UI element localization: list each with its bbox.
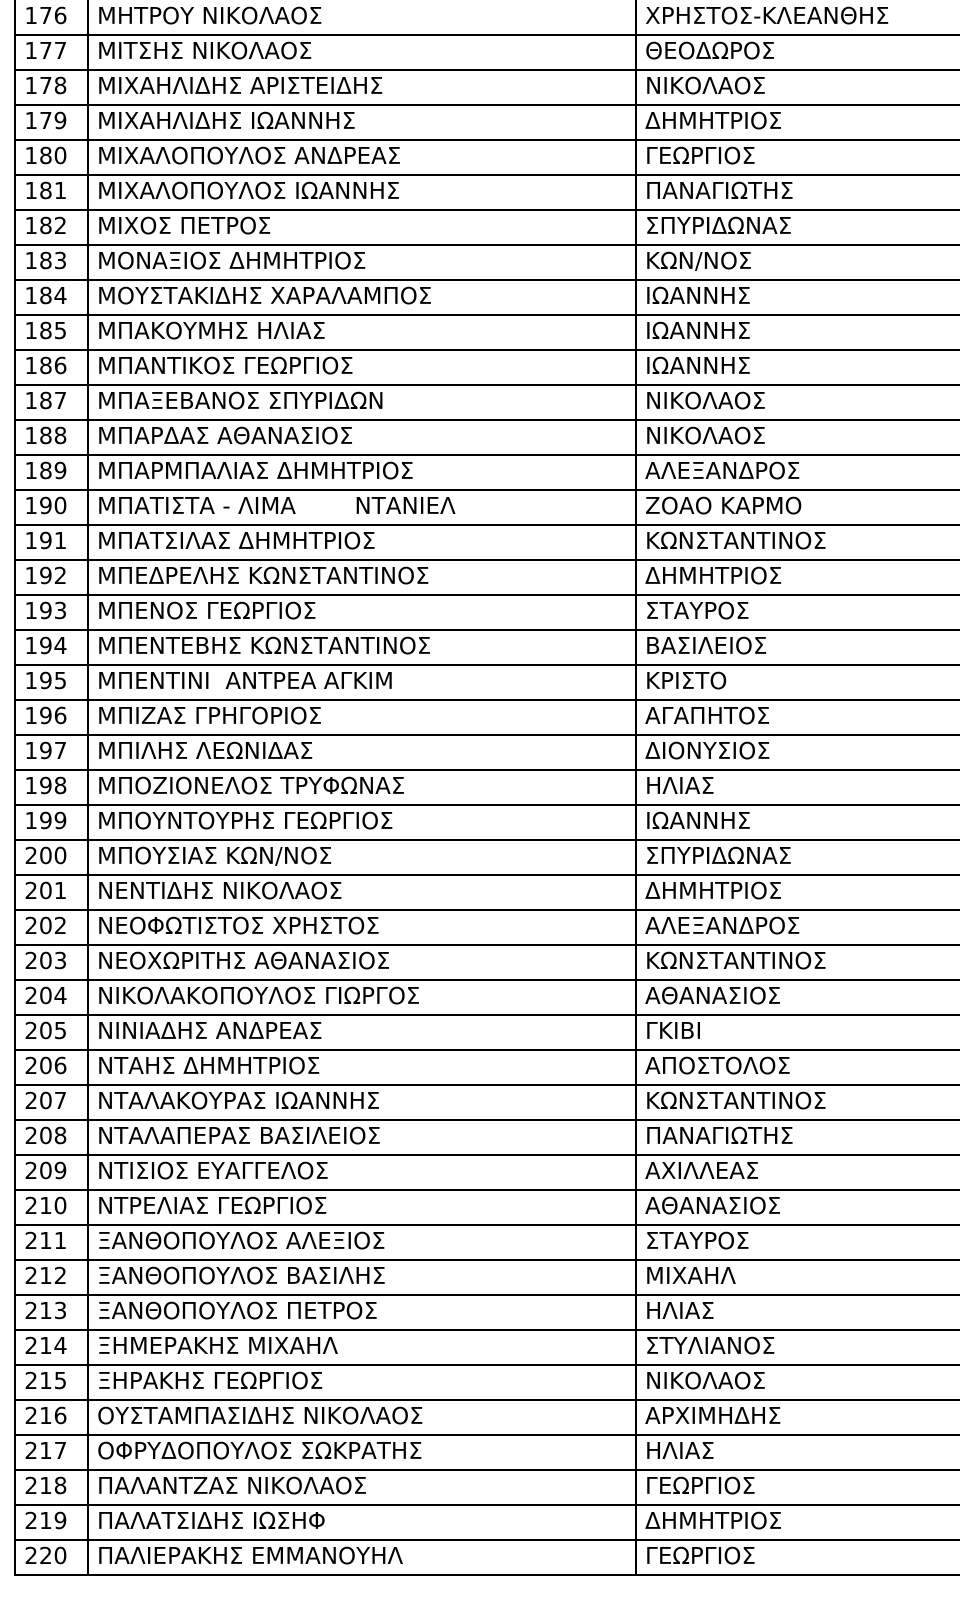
table-row [15,1295,960,1330]
father-name: ΑΠΟΣΤΟΛΟΣ [636,1050,960,1085]
full-name: ΝΤΡΕΛΙΑΣ ΓΕΩΡΓΙΟΣ [88,1190,636,1225]
father-name: ΖΟΑΟ ΚΑΡΜΟ [636,490,960,525]
full-name: ΞΗΡΑΚΗΣ ΓΕΩΡΓΙΟΣ [88,1365,636,1400]
father-name: ΘΕΟΔΩΡΟΣ [636,35,960,70]
father-name: ΧΡΗΣΤΟΣ-ΚΛΕΑΝΘΗΣ [636,0,960,35]
row-number: 220 [15,1540,88,1575]
row-number: 177 [15,35,88,70]
father-name: ΔΗΜΗΤΡΙΟΣ [636,560,960,595]
father-name: ΙΩΑΝΝΗΣ [636,280,960,315]
full-name: ΜΠΕΝΤΕΒΗΣ ΚΩΝΣΤΑΝΤΙΝΟΣ [88,630,636,665]
father-name: ΗΛΙΑΣ [636,1435,960,1470]
table-row [15,1155,960,1190]
table-body [15,0,960,1575]
full-name: ΞΑΝΘΟΠΟΥΛΟΣ ΠΕΤΡΟΣ [88,1295,636,1330]
row-number: 191 [15,525,88,560]
row-number: 192 [15,560,88,595]
row-number: 207 [15,1085,88,1120]
father-name: ΑΓΑΠΗΤΟΣ [636,700,960,735]
row-number: 190 [15,490,88,525]
full-name: ΜΙΧΟΣ ΠΕΤΡΟΣ [88,210,636,245]
table-row [15,525,960,560]
table-row [15,665,960,700]
table-row [15,210,960,245]
row-number: 179 [15,105,88,140]
row-number: 214 [15,1330,88,1365]
row-number: 195 [15,665,88,700]
row-number: 208 [15,1120,88,1155]
full-name: ΜΟΝΑΞΙΟΣ ΔΗΜΗΤΡΙΟΣ [88,245,636,280]
father-name: ΔΙΟΝΥΣΙΟΣ [636,735,960,770]
full-name: ΜΠΑΡΜΠΑΛΙΑΣ ΔΗΜΗΤΡΙΟΣ [88,455,636,490]
row-number: 184 [15,280,88,315]
row-number: 180 [15,140,88,175]
full-name: ΜΠΕΔΡΕΛΗΣ ΚΩΝΣΤΑΝΤΙΝΟΣ [88,560,636,595]
row-number: 212 [15,1260,88,1295]
full-name: ΜΠΑΤΙΣΤΑ - ΛΙΜΑ ΝΤΑΝΙΕΛ [88,490,636,525]
table-row [15,385,960,420]
full-name: ΞΑΝΘΟΠΟΥΛΟΣ ΒΑΣΙΛΗΣ [88,1260,636,1295]
full-name: ΜΙΧΑΛΟΠΟΥΛΟΣ ΑΝΔΡΕΑΣ [88,140,636,175]
father-name: ΝΙΚΟΛΑΟΣ [636,1365,960,1400]
row-number: 178 [15,70,88,105]
table-row [15,630,960,665]
father-name: ΒΑΣΙΛΕΙΟΣ [636,630,960,665]
full-name: ΞΑΝΘΟΠΟΥΛΟΣ ΑΛΕΞΙΟΣ [88,1225,636,1260]
father-name: ΓΕΩΡΓΙΟΣ [636,140,960,175]
father-name: ΙΩΑΝΝΗΣ [636,350,960,385]
full-name: ΜΠΑΝΤΙΚΟΣ ΓΕΩΡΓΙΟΣ [88,350,636,385]
father-name: ΝΙΚΟΛΑΟΣ [636,420,960,455]
table-row [15,1505,960,1540]
table-row [15,1225,960,1260]
row-number: 211 [15,1225,88,1260]
table-row [15,1540,960,1575]
full-name: ΜΙΤΣΗΣ ΝΙΚΟΛΑΟΣ [88,35,636,70]
table-row [15,350,960,385]
full-name: ΜΟΥΣΤΑΚΙΔΗΣ ΧΑΡΑΛΑΜΠΟΣ [88,280,636,315]
row-number: 194 [15,630,88,665]
row-number: 210 [15,1190,88,1225]
table-row [15,1085,960,1120]
table-row [15,420,960,455]
table-row [15,805,960,840]
father-name: ΚΩΝΣΤΑΝΤΙΝΟΣ [636,525,960,560]
row-number: 182 [15,210,88,245]
row-number: 197 [15,735,88,770]
full-name: ΝΕΝΤΙΔΗΣ ΝΙΚΟΛΑΟΣ [88,875,636,910]
full-name: ΜΠΑΡΔΑΣ ΑΘΑΝΑΣΙΟΣ [88,420,636,455]
row-number: 217 [15,1435,88,1470]
table-row [15,1435,960,1470]
row-number: 216 [15,1400,88,1435]
full-name: ΜΠΑΞΕΒΑΝΟΣ ΣΠΥΡΙΔΩΝ [88,385,636,420]
full-name: ΜΙΧΑΗΛΙΔΗΣ ΑΡΙΣΤΕΙΔΗΣ [88,70,636,105]
table-row [15,280,960,315]
table-row [15,315,960,350]
row-number: 188 [15,420,88,455]
father-name: ΑΛΕΞΑΝΔΡΟΣ [636,910,960,945]
row-number: 215 [15,1365,88,1400]
table-row [15,0,960,35]
row-number: 187 [15,385,88,420]
table-row [15,245,960,280]
table-row [15,735,960,770]
father-name: ΑΧΙΛΛΕΑΣ [636,1155,960,1190]
table-row [15,980,960,1015]
row-number: 200 [15,840,88,875]
father-name: ΣΠΥΡΙΔΩΝΑΣ [636,210,960,245]
table-row [15,1400,960,1435]
father-name: ΣΤΑΥΡΟΣ [636,1225,960,1260]
table-row [15,1260,960,1295]
father-name: ΝΙΚΟΛΑΟΣ [636,385,960,420]
father-name: ΣΤΥΛΙΑΝΟΣ [636,1330,960,1365]
father-name: ΔΗΜΗΤΡΙΟΣ [636,875,960,910]
father-name: ΚΩΝ/ΝΟΣ [636,245,960,280]
father-name: ΔΗΜΗΤΡΙΟΣ [636,1505,960,1540]
table-row [15,175,960,210]
row-number: 201 [15,875,88,910]
table-row [15,1015,960,1050]
full-name: ΝΤΑΛΑΠΕΡΑΣ ΒΑΣΙΛΕΙΟΣ [88,1120,636,1155]
full-name: ΠΑΛΑΝΤΖΑΣ ΝΙΚΟΛΑΟΣ [88,1470,636,1505]
full-name: ΝΙΝΙΑΔΗΣ ΑΝΔΡΕΑΣ [88,1015,636,1050]
father-name: ΚΩΝΣΤΑΝΤΙΝΟΣ [636,945,960,980]
table-row [15,875,960,910]
row-number: 181 [15,175,88,210]
row-number: 186 [15,350,88,385]
father-name: ΑΡΧΙΜΗΔΗΣ [636,1400,960,1435]
table-row [15,700,960,735]
full-name: ΝΤΑΛΑΚΟΥΡΑΣ ΙΩΑΝΝΗΣ [88,1085,636,1120]
row-number: 205 [15,1015,88,1050]
table-row [15,1190,960,1225]
row-number: 199 [15,805,88,840]
row-number: 218 [15,1470,88,1505]
father-name: ΠΑΝΑΓΙΩΤΗΣ [636,175,960,210]
father-name: ΚΡΙΣΤΟ [636,665,960,700]
row-number: 196 [15,700,88,735]
table-row [15,1365,960,1400]
father-name: ΣΤΑΥΡΟΣ [636,595,960,630]
table-row [15,455,960,490]
father-name: ΓΚΙΒΙ [636,1015,960,1050]
row-number: 213 [15,1295,88,1330]
father-name: ΑΘΑΝΑΣΙΟΣ [636,980,960,1015]
table-row [15,35,960,70]
full-name: ΜΠΑΤΣΙΛΑΣ ΔΗΜΗΤΡΙΟΣ [88,525,636,560]
table-row [15,490,960,525]
full-name: ΜΠΙΖΑΣ ΓΡΗΓΟΡΙΟΣ [88,700,636,735]
full-name: ΟΥΣΤΑΜΠΑΣΙΔΗΣ ΝΙΚΟΛΑΟΣ [88,1400,636,1435]
table-row [15,105,960,140]
table-row [15,70,960,105]
row-number: 209 [15,1155,88,1190]
full-name: ΜΙΧΑΗΛΙΔΗΣ ΙΩΑΝΝΗΣ [88,105,636,140]
full-name: ΝΤΙΣΙΟΣ ΕΥΑΓΓΕΛΟΣ [88,1155,636,1190]
father-name: ΣΠΥΡΙΔΩΝΑΣ [636,840,960,875]
row-number: 185 [15,315,88,350]
full-name: ΠΑΛΑΤΣΙΔΗΣ ΙΩΣΗΦ [88,1505,636,1540]
table-row [15,1120,960,1155]
father-name: ΑΘΑΝΑΣΙΟΣ [636,1190,960,1225]
father-name: ΜΙΧΑΗΛ [636,1260,960,1295]
row-number: 193 [15,595,88,630]
full-name: ΜΗΤΡΟΥ ΝΙΚΟΛΑΟΣ [88,0,636,35]
table-row [15,560,960,595]
table-row [15,140,960,175]
full-name: ΠΑΛΙΕΡΑΚΗΣ ΕΜΜΑΝΟΥΗΛ [88,1540,636,1575]
father-name: ΓΕΩΡΓΙΟΣ [636,1540,960,1575]
father-name: ΔΗΜΗΤΡΙΟΣ [636,105,960,140]
names-table [14,0,960,1576]
table-row [15,1330,960,1365]
full-name: ΜΠΕΝΤΙΝΙ ΑΝΤΡΕΑ ΑΓΚΙΜ [88,665,636,700]
full-name: ΝΙΚΟΛΑΚΟΠΟΥΛΟΣ ΓΙΩΡΓΟΣ [88,980,636,1015]
full-name: ΜΠΑΚΟΥΜΗΣ ΗΛΙΑΣ [88,315,636,350]
full-name: ΜΠΟΖΙΟΝΕΛΟΣ ΤΡΥΦΩΝΑΣ [88,770,636,805]
row-number: 189 [15,455,88,490]
table-row [15,910,960,945]
father-name: ΑΛΕΞΑΝΔΡΟΣ [636,455,960,490]
table-row [15,945,960,980]
father-name: ΙΩΑΝΝΗΣ [636,315,960,350]
full-name: ΝΤΑΗΣ ΔΗΜΗΤΡΙΟΣ [88,1050,636,1085]
full-name: ΝΕΟΧΩΡΙΤΗΣ ΑΘΑΝΑΣΙΟΣ [88,945,636,980]
full-name: ΜΠΟΥΝΤΟΥΡΗΣ ΓΕΩΡΓΙΟΣ [88,805,636,840]
father-name: ΓΕΩΡΓΙΟΣ [636,1470,960,1505]
full-name: ΞΗΜΕΡΑΚΗΣ ΜΙΧΑΗΛ [88,1330,636,1365]
father-name: ΝΙΚΟΛΑΟΣ [636,70,960,105]
table-row [15,595,960,630]
full-name: ΜΠΕΝΟΣ ΓΕΩΡΓΙΟΣ [88,595,636,630]
father-name: ΗΛΙΑΣ [636,770,960,805]
full-name: ΜΠΙΛΗΣ ΛΕΩΝΙΔΑΣ [88,735,636,770]
full-name: ΜΙΧΑΛΟΠΟΥΛΟΣ ΙΩΑΝΝΗΣ [88,175,636,210]
full-name: ΜΠΟΥΣΙΑΣ ΚΩΝ/ΝΟΣ [88,840,636,875]
table-row [15,840,960,875]
row-number: 202 [15,910,88,945]
father-name: ΙΩΑΝΝΗΣ [636,805,960,840]
father-name: ΚΩΝΣΤΑΝΤΙΝΟΣ [636,1085,960,1120]
father-name: ΗΛΙΑΣ [636,1295,960,1330]
row-number: 183 [15,245,88,280]
row-number: 176 [15,0,88,35]
table-row [15,1470,960,1505]
row-number: 203 [15,945,88,980]
full-name: ΝΕΟΦΩΤΙΣΤΟΣ ΧΡΗΣΤΟΣ [88,910,636,945]
row-number: 204 [15,980,88,1015]
row-number: 206 [15,1050,88,1085]
full-name: ΟΦΡΥΔΟΠΟΥΛΟΣ ΣΩΚΡΑΤΗΣ [88,1435,636,1470]
table-row [15,1050,960,1085]
table-row [15,770,960,805]
row-number: 198 [15,770,88,805]
row-number: 219 [15,1505,88,1540]
father-name: ΠΑΝΑΓΙΩΤΗΣ [636,1120,960,1155]
